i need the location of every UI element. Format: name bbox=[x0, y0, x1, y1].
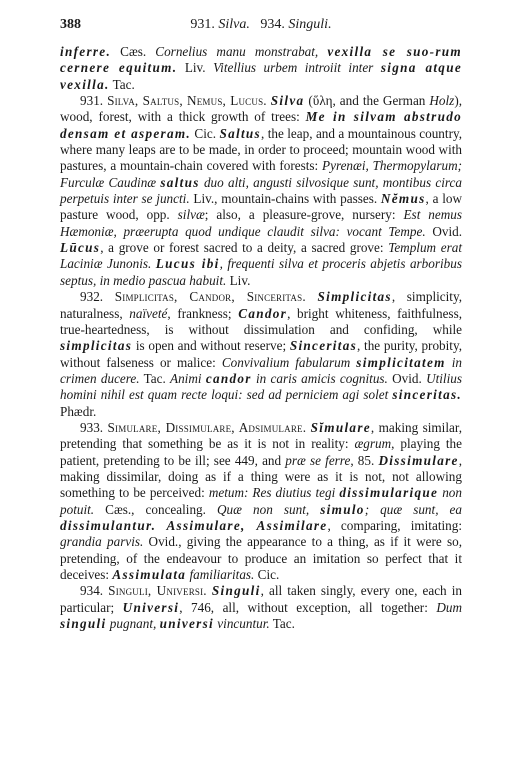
italic-citation: duo alti, angusti silvosique sunt, montibus circa perpetuis inter se juncti. bbox=[60, 174, 462, 207]
text-run: , the purity, probity, without falseness or malice: bbox=[60, 338, 462, 370]
body-text bbox=[60, 44, 462, 632]
italic-citation: naïveté bbox=[129, 305, 168, 321]
dictionary-entry-933 bbox=[60, 420, 462, 583]
page-header bbox=[60, 17, 462, 37]
spaced-latin-term: simplicitatem bbox=[356, 354, 446, 370]
italic-citation: grandia parvis. bbox=[60, 534, 144, 550]
spaced-latin-term: Universi bbox=[122, 599, 180, 615]
spaced-latin-term: Lucus ibi bbox=[155, 256, 220, 272]
spaced-latin-term: Lūcus bbox=[60, 240, 101, 256]
text-run: 931. bbox=[80, 93, 108, 109]
italic-citation: Cornelius manu monstrabat, bbox=[155, 44, 328, 59]
text-run: 933. bbox=[80, 419, 108, 435]
text-run: , playing the patient, pretending to be ill; see 449, and bbox=[60, 436, 462, 468]
spaced-latin-term: sinceritas. bbox=[392, 387, 462, 403]
text-run: , frankness; bbox=[167, 305, 239, 321]
italic-citation: ; quæ sunt, ea bbox=[364, 501, 463, 517]
spaced-latin-term: Silva bbox=[270, 93, 305, 109]
text-run: , making dissimilar, doing as if a thing were as it is not, not allowing something to be perceived: bbox=[60, 452, 463, 501]
spaced-latin-term: Singuli bbox=[211, 583, 261, 599]
spaced-latin-term: Candor bbox=[238, 305, 288, 321]
text-run: , all taken singly, every one, each in particular; bbox=[60, 583, 462, 615]
text-run: , simplicity, naturalness, bbox=[60, 289, 462, 321]
spaced-latin-term: simulo bbox=[320, 501, 365, 517]
dictionary-entry-932 bbox=[60, 289, 462, 420]
text-run: Cic. bbox=[254, 567, 280, 582]
italic-citation: Templum erat Laciniæ Junonis. bbox=[60, 240, 462, 272]
italic-citation: Animi bbox=[170, 370, 206, 386]
spaced-latin-term: Assimulare, Assimilare bbox=[166, 517, 328, 533]
spaced-latin-term: vexilla se suo-rum cernere equitum. bbox=[60, 44, 462, 76]
dictionary-entry-934 bbox=[60, 583, 462, 632]
spaced-latin-term: universi bbox=[159, 616, 214, 632]
entry-headwords: Simulare, Dissimulare, Adsimulare. bbox=[107, 419, 307, 435]
entry-headwords: Singuli, Universi. bbox=[108, 583, 207, 599]
running-title-word-start: Silva. bbox=[218, 17, 250, 32]
text-run: Cæs., concealing. bbox=[94, 501, 218, 517]
running-title-entry-end: 934. bbox=[260, 17, 285, 32]
italic-citation: in caris amicis cognitus. bbox=[251, 370, 388, 386]
text-run: Tac. bbox=[269, 616, 295, 632]
text-run: Ovid. bbox=[425, 223, 463, 239]
text-run bbox=[306, 289, 318, 304]
text-run: Ovid. bbox=[387, 370, 427, 386]
italic-citation: silvæ bbox=[177, 207, 205, 223]
text-run: Liv. bbox=[226, 272, 251, 288]
text-run: Cic. bbox=[191, 125, 220, 141]
spaced-latin-term: Dissimulare bbox=[378, 452, 459, 468]
italic-citation: Utilius homini nihil est quam recte loqui: sed ad perniciem agi solet bbox=[60, 370, 462, 403]
italic-citation: Dum bbox=[436, 599, 463, 615]
page-number: 388 bbox=[60, 17, 81, 32]
italic-citation: Pyrenæi, Thermopylarum; Furculæ Caudinæ bbox=[60, 158, 462, 190]
italic-citation: non potuit. bbox=[60, 485, 462, 517]
text-run: Liv., mountain-chains with passes. bbox=[189, 191, 381, 207]
italic-citation: , frequenti silva et proceris abjetis arboribus septus, in medio pascua habuit. bbox=[60, 256, 462, 288]
italic-citation: Holz bbox=[429, 93, 455, 109]
text-run bbox=[156, 518, 166, 533]
spaced-latin-term: Simplicitas bbox=[317, 289, 392, 305]
spaced-latin-term: signa atque vexilla. bbox=[60, 60, 462, 92]
entry-headwords: Simplicitas, Candor, Sinceritas. bbox=[114, 289, 306, 305]
spaced-latin-term: saltus bbox=[160, 174, 200, 190]
dictionary-entry-931 bbox=[60, 93, 462, 289]
spaced-latin-term: dissimulantur. bbox=[60, 517, 157, 533]
spaced-latin-term: Nĕmus bbox=[380, 191, 426, 207]
spaced-latin-term: dissimularique bbox=[339, 485, 439, 501]
text-run: Liv. bbox=[177, 60, 214, 76]
text-run: is open and without reserve; bbox=[132, 338, 290, 354]
spaced-latin-term: Saltus bbox=[219, 125, 261, 141]
italic-citation: Est nemus Hæmoniæ, præerupta quod undique claudit silva: vocant Tempe. bbox=[60, 207, 463, 239]
italic-citation: Quæ non sunt, bbox=[217, 501, 321, 517]
italic-citation: pugnant, bbox=[106, 616, 160, 632]
italic-citation: Vitellius urbem introiit inter bbox=[213, 60, 381, 76]
text-run: , a low pasture wood, opp. bbox=[60, 191, 462, 223]
text-run: Tac. bbox=[109, 76, 135, 92]
text-run: 932. bbox=[80, 289, 115, 305]
italic-citation: familiaritas. bbox=[186, 567, 255, 582]
text-run: Tac. bbox=[139, 370, 171, 386]
text-run: , the leap, and a mountainous country, where many leaps are to be made, in order to proceed; mountain wood with pastures, a mountain-chain covered with forests: bbox=[60, 125, 462, 174]
italic-citation: in crimen ducere. bbox=[60, 354, 462, 386]
italic-citation: metum: Res diutius tegi bbox=[208, 485, 340, 501]
spaced-latin-term: Sĭmulare bbox=[310, 419, 371, 435]
text-run: 934. bbox=[80, 583, 109, 599]
continuation-paragraph bbox=[60, 44, 462, 93]
spaced-latin-term: Me in silvam abstrudo densam et asperam. bbox=[60, 109, 462, 141]
text-run: (ὕλη, and the German bbox=[304, 93, 430, 109]
italic-citation: ægrum bbox=[354, 436, 392, 452]
text-run: , 85. bbox=[350, 452, 379, 468]
running-title-word-end: Singuli. bbox=[288, 17, 332, 32]
text-run: , a grove or forest sacred to a deity, a sacred grove: bbox=[100, 240, 389, 256]
spaced-latin-term: singuli bbox=[60, 616, 107, 632]
text-run: Ovid., giving the appearance to a thing, as if it were so, pretending, of the endeavour to produce an imitation so perfect that it deceives: bbox=[60, 534, 463, 582]
text-run: Cæs. bbox=[111, 44, 156, 59]
spaced-latin-term: inferre. bbox=[60, 44, 112, 59]
text-run: , 746, all, without exception, all together: bbox=[179, 599, 437, 615]
text-run: , bright whiteness, faithfulness, true-heartedness, is without dissimulation and confiding, while bbox=[60, 305, 462, 337]
entry-headwords: Silva, Saltus, Nemus, Lucus. bbox=[107, 93, 267, 109]
spaced-latin-term: simplicitas bbox=[60, 338, 133, 354]
italic-citation: Convivalium fabularum bbox=[221, 354, 357, 370]
italic-citation: vincuntur. bbox=[214, 616, 270, 632]
spaced-latin-term: candor bbox=[205, 370, 252, 386]
running-title bbox=[60, 17, 462, 33]
spaced-latin-term: Sinceritas bbox=[289, 338, 358, 354]
spaced-latin-term: Assimulata bbox=[112, 567, 187, 582]
text-run: , making similar, pretending that something be as it is not in reality: bbox=[60, 419, 463, 452]
running-title-entry-start: 931. bbox=[190, 17, 215, 32]
text-run: , comparing, imitating: bbox=[327, 517, 462, 533]
text-run: ; also, a pleasure-grove, nursery: bbox=[204, 207, 404, 223]
text-run: Phædr. bbox=[60, 403, 97, 419]
text-run: ), wood, forest, with a thick growth of trees: bbox=[60, 93, 463, 125]
italic-citation: præ se ferre bbox=[285, 452, 351, 468]
